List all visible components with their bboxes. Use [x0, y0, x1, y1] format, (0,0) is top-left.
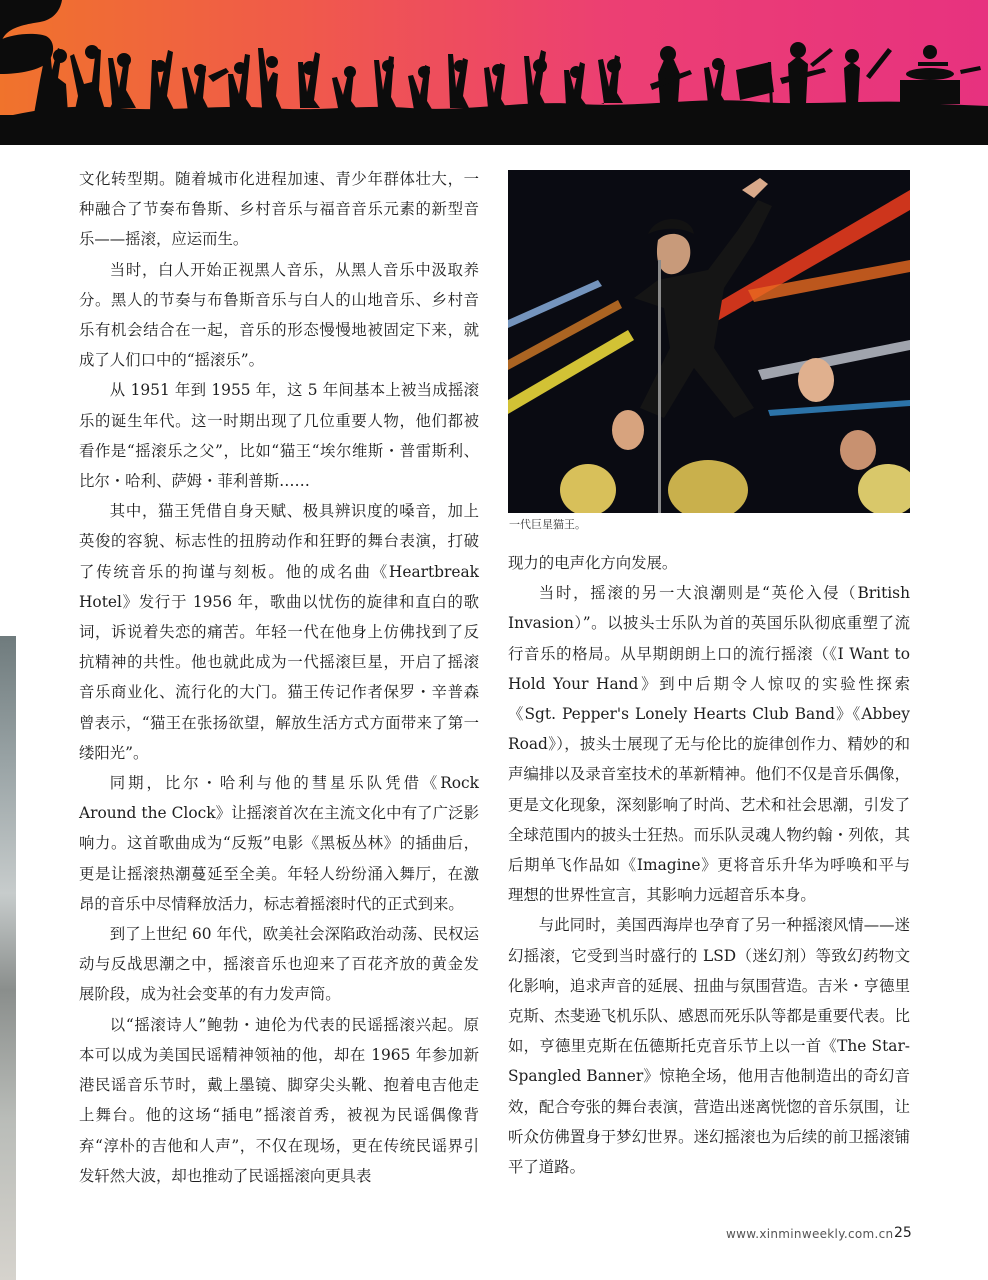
paragraph: 从 1951 年到 1955 年，这 5 年间基本上被当成摇滚乐的诞生年代。这一时期出现了几位重要人物，他们都被看作是“摇滚乐之父”，比如“猫王“埃尔维斯・普雷斯利、比尔・哈利、萨姆・菲利普斯……	[79, 381, 479, 491]
paragraph: 当时，摇滚的另一大浪潮则是“英伦入侵（British Invasion）”。以披头士乐队为首的英国乐队彻底重塑了流行音乐的格局。从早期朗朗上口的流行摇滚（《I Want to Hold Your Hand》到中后期令人惊叹的实验性探索《Sgt. Pepper's Lonely Hearts Club Band》《Abbey Road》），披头士展现了无与伦比的旋律创作力、精妙的和声编排以及录音室技术的革新精神。他们不仅是音乐偶像，更是文化现象，深刻影响了时尚、艺术和社会思潮，引发了全球范围内的披头士狂热。而乐队灵魂人物约翰・列侬，其后期单飞作品如《Imagine》更将音乐升华为呼唤和平与理想的世界性宣言，其影响力远超音乐本身。	[508, 584, 910, 905]
paragraph: 同期，比尔・哈利与他的彗星乐队凭借《Rock Around the Clock》让摇滚首次在主流文化中有了广泛影响力。这首歌曲成为“反叛”电影《黑板丛林》的插曲后，更是让摇滚热潮蔓延至全美。年轻人纷纷涌入舞厅，在激昂的音乐中尽情释放活力，标志着摇滚时代的正式到来。	[79, 774, 479, 913]
paragraph: 文化转型期。随着城市化进程加速、青少年群体壮大，一种融合了节奏布鲁斯、乡村音乐与福音音乐元素的新型音乐——摇滚，应运而生。	[79, 170, 479, 249]
header-banner	[0, 0, 988, 145]
paragraph: 当时，白人开始正视黑人音乐，从黑人音乐中汲取养分。黑人的节奏与布鲁斯音乐与白人的山地音乐、乡村音乐有机会结合在一起，音乐的形态慢慢地被固定下来，就成了人们口中的“摇滚乐”。	[79, 260, 479, 370]
performer-illustration	[508, 170, 910, 513]
paragraph: 以“摇滚诗人”鲍勃・迪伦为代表的民谣摇滚兴起。原本可以成为美国民谣精神领袖的他，却在 1965 年参加新港民谣音乐节时，戴上墨镜、脚穿尖头靴、抱着电吉他走上舞台。他的这场“插电”摇滚首秀，被视为民谣偶像背弃“淳朴的吉他和人声”，不仅在现场，更在传统民谣界引发轩然大波，却也推动了民谣摇滚向更具表	[79, 1015, 479, 1185]
paragraph: 现力的电声化方向发展。	[508, 554, 678, 572]
article-right-column	[508, 548, 910, 1182]
page-number: 25	[894, 1225, 912, 1241]
banner-base	[0, 115, 988, 145]
footer-url: www.xinminweekly.com.cn	[726, 1227, 894, 1241]
performer-photo	[508, 170, 910, 513]
paragraph: 到了上世纪 60 年代，欧美社会深陷政治动荡、民权运动与反战思潮之中，摇滚音乐也迎来了百花齐放的黄金发展阶段，成为社会变革的有力发声筒。	[79, 925, 479, 1004]
edge-photo-strip	[0, 636, 16, 1280]
paragraph: 与此同时，美国西海岸也孕育了另一种摇滚风情——迷幻摇滚，它受到当时盛行的 LSD（迷幻剂）等致幻药物文化影响，追求声音的延展、扭曲与氛围营造。吉米・亨德里克斯、杰斐逊飞机乐队、感恩而死乐队等都是重要代表。比如，亨德里克斯在伍德斯托克音乐节上以一首《The Star-Spangled Banner》惊艳全场，他用吉他制造出的奇幻音效，配合夸张的舞台表演，营造出迷离恍惚的音乐氛围，让听众仿佛置身于梦幻世界。迷幻摇滚也为后续的前卫摇滚铺平了道路。	[508, 916, 910, 1177]
paragraph: 其中，猫王凭借自身天赋、极具辨识度的嗓音，加上英俊的容貌、标志性的扭胯动作和狂野的舞台表演，打破了传统音乐的拘谨与刻板。他的成名曲《Heartbreak Hotel》发行于 1956 年，歌曲以忧伤的旋律和直白的歌词，诉说着失恋的痛苦。年轻一代在他身上仿佛找到了反抗精神的共性。他也就此成为一代摇滚巨星，开启了摇滚音乐商业化、流行化的大门。猫王传记作者保罗・辛普森曾表示，“猫王在张扬欲望，解放生活方式方面带来了第一缕阳光”。	[79, 502, 479, 762]
article-left-column	[79, 164, 479, 1191]
photo-caption: 一代巨星猫王。	[509, 518, 586, 531]
